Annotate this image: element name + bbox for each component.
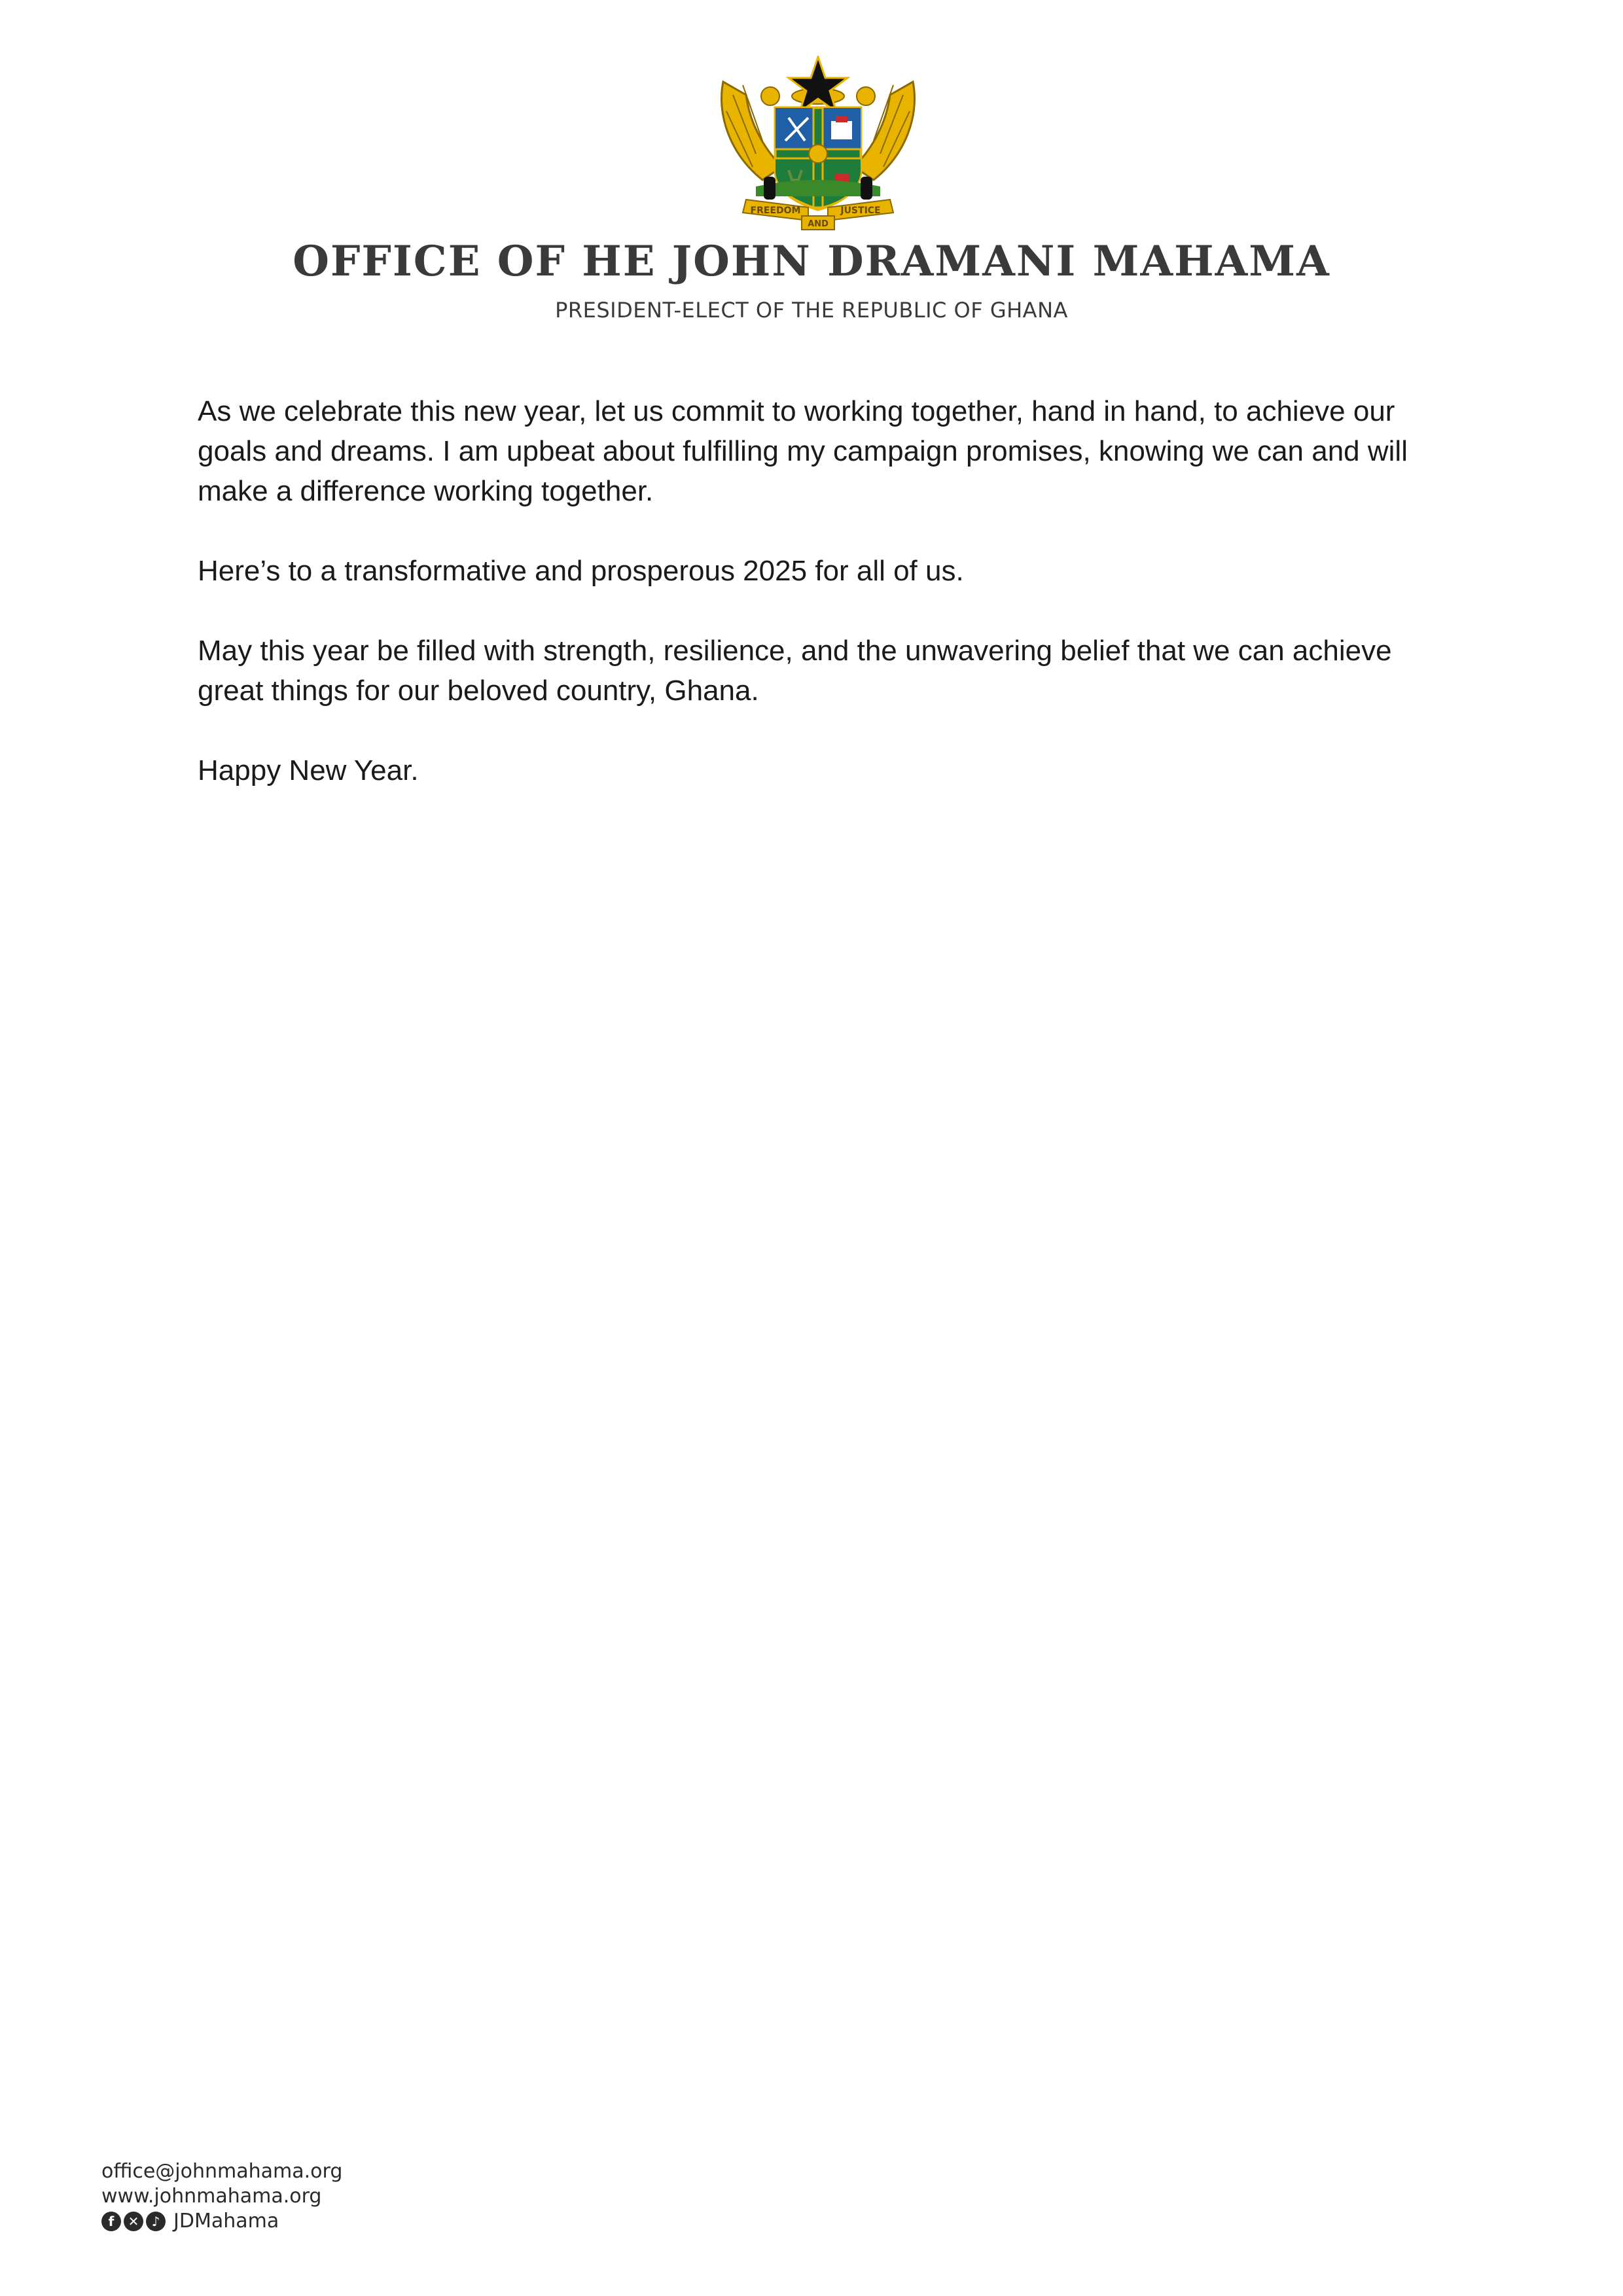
motto-left-text: FREEDOM bbox=[750, 205, 801, 216]
body-paragraph: May this year be filled with strength, resilience, and the unwavering belief that we can achieve great things for our beloved country, Ghana. bbox=[198, 635, 1392, 707]
ghana-coat-of-arms-emblem bbox=[710, 56, 926, 232]
facebook-icon[interactable]: f bbox=[101, 2212, 121, 2231]
social-handle[interactable]: JDMahama bbox=[173, 2210, 279, 2233]
motto-right-text: JUSTICE bbox=[840, 205, 881, 216]
body-paragraph: Here’s to a transformative and prosperous 2025 for all of us. bbox=[198, 555, 964, 587]
body-paragraph: Happy New Year. bbox=[198, 754, 419, 786]
footer-website[interactable]: www.johnmahama.org bbox=[101, 2185, 322, 2208]
tiktok-icon[interactable]: ♪ bbox=[146, 2212, 166, 2231]
body-paragraph: As we celebrate this new year, let us commit to working together, hand in hand, to achieve our goals and dreams. I am upbeat about fulfilling my campaign promises, knowing we can and will make a difference working together. bbox=[198, 395, 1408, 507]
x-icon[interactable]: ✕ bbox=[124, 2212, 143, 2231]
footer-email[interactable]: office@johnmahama.org bbox=[101, 2160, 343, 2183]
footer-contact bbox=[101, 2159, 342, 2234]
office-subtitle: PRESIDENT-ELECT OF THE REPUBLIC OF GHANA bbox=[555, 298, 1068, 323]
office-title: OFFICE OF HE JOHN DRAMANI MAHAMA bbox=[293, 237, 1330, 286]
letter-body bbox=[198, 391, 1441, 830]
footer-social-row bbox=[101, 2209, 342, 2234]
motto-middle-text: AND bbox=[808, 219, 829, 229]
